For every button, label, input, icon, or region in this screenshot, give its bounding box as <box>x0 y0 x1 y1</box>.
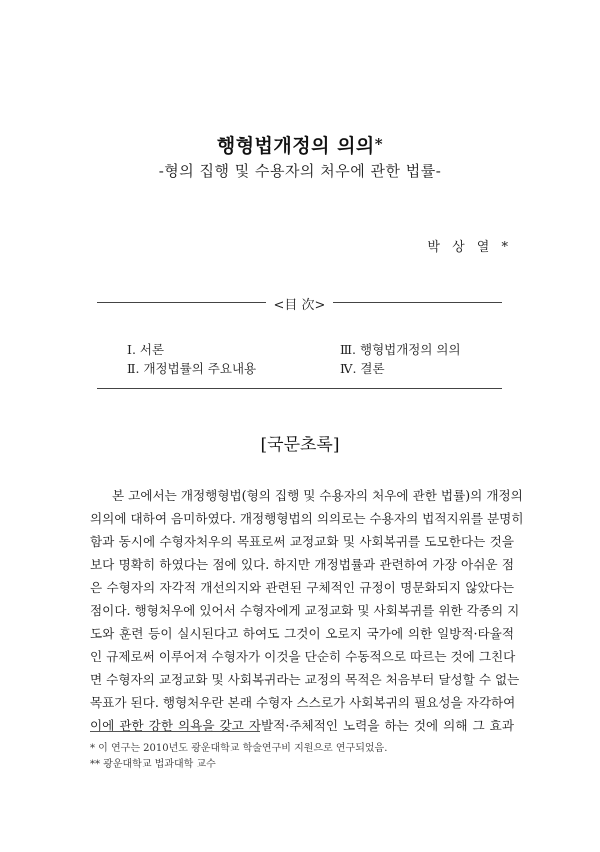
abstract-line: 이에 관한 강한 의욕을 갖고 자발적·주체적인 노력을 하는 것에 의해 그 효과 <box>90 718 514 733</box>
toc-item-significance: Ⅲ. 행형법개정의 의의 <box>340 342 461 357</box>
table-of-contents <box>97 298 502 389</box>
footnote-affiliation: ** 광운대학교 법과대학 교수 <box>90 759 216 770</box>
toc-item-introduction: Ⅰ. 서론 <box>127 342 165 357</box>
title-footnote-mark: * <box>374 135 384 153</box>
footnote-funding: * 이 연구는 2010년도 광운대학교 학술연구비 지원으로 연구되었음. <box>90 743 388 754</box>
abstract-line: 면 수형자의 교정교화 및 사회복귀라는 교정의 목적은 처음부터 달성할 수 없는 <box>90 672 520 687</box>
abstract-line: 은 수형자의 자각적 개선의지와 관련된 구체적인 규정이 명문화되지 않았다는 <box>90 580 514 595</box>
abstract-line: 의의에 대하여 음미하였다. 개정행형법의 의의로는 수용자의 법적지위를 분명히 <box>90 511 524 526</box>
abstract-line: 함과 동시에 수형자처우의 목표로써 교정교화 및 사회복귀를 도모한다는 것을 <box>90 534 514 549</box>
footnotes <box>90 741 387 773</box>
abstract-heading: [국문초록] <box>260 435 340 455</box>
abstract-line: 본 고에서는 개정행형법(형의 집행 및 수용자의 처우에 관한 법률)의 개정의 <box>112 488 523 503</box>
paper-title <box>0 131 600 158</box>
paper-subtitle: -형의 집행 및 수용자의 처우에 관한 법률- <box>158 162 442 180</box>
author-name: 박 상 열 * <box>427 240 512 255</box>
abstract-line: 목표가 된다. 행형처우란 본래 수형자 스스로가 사회복귀의 필요성을 자각하여 <box>90 695 516 710</box>
abstract-line: 인 규제로써 이루어져 수형자가 이것을 단순히 수동적으로 따르는 것에 그친다 <box>90 649 516 664</box>
abstract-line: 도와 훈련 등이 실시된다고 하여도 그것이 오로지 국가에 의한 일방적·타율적 <box>90 626 514 641</box>
footnote-divider <box>90 731 260 732</box>
paper-title-text: 행형법개정의 의의 <box>216 135 375 157</box>
toc-label-row <box>97 294 502 313</box>
abstract-line: 점이다. 행형처우에 있어서 수형자에게 교정교화 및 사회복귀를 위한 각종의 지 <box>90 603 520 618</box>
abstract-body <box>90 484 524 737</box>
toc-item-main-contents: Ⅱ. 개정법률의 주요내용 <box>127 361 257 376</box>
abstract-line: 보다 명확히 하였다는 점에 있다. 하지만 개정법률과 관련하여 가장 아쉬운 점 <box>90 557 514 572</box>
toc-label: <目 次> <box>266 298 334 313</box>
toc-item-conclusion: Ⅳ. 결론 <box>340 361 385 376</box>
